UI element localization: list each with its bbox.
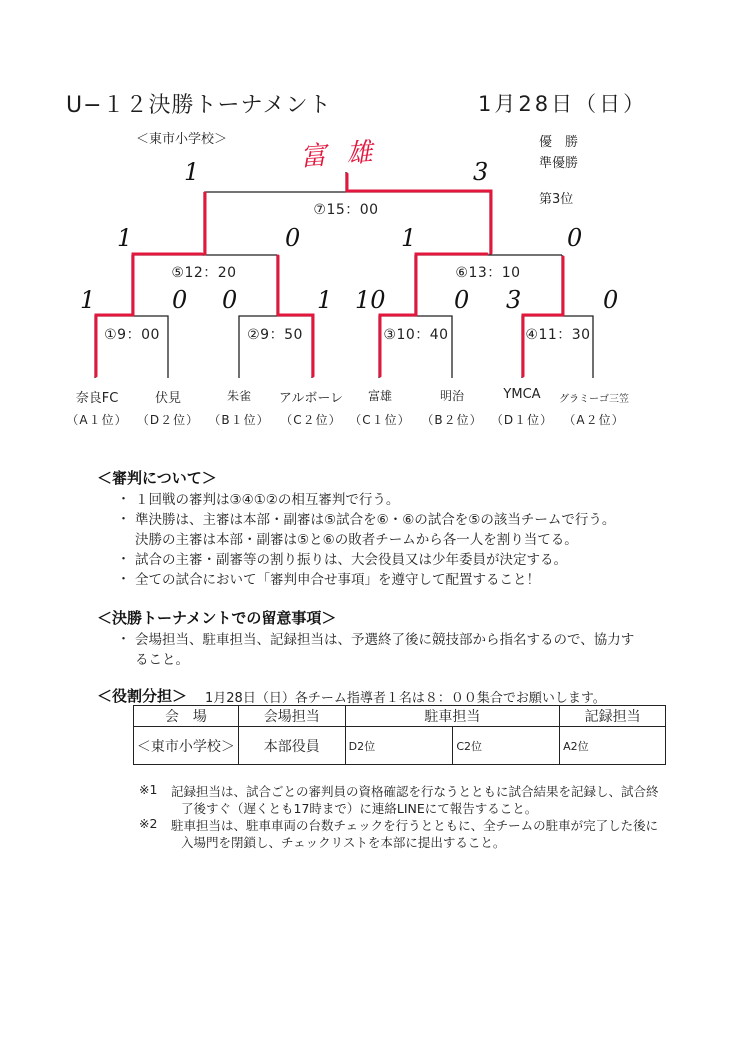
header-venue: 会 場 xyxy=(134,706,239,727)
winner-label: 優 勝 xyxy=(539,135,579,150)
team-seed: （C１位） xyxy=(349,413,411,427)
match4-label: ④11：30 xyxy=(525,327,591,343)
roles-heading: ＜役割分担＞ xyxy=(97,687,188,705)
team-seed: （A２位） xyxy=(563,413,625,427)
semi5-score-right: 0 xyxy=(285,224,301,252)
match3-score-left: 10 xyxy=(355,286,386,314)
team-name: グラミーゴ三笠 xyxy=(559,394,629,405)
page-title: U−１２決勝トーナメント xyxy=(66,93,332,118)
footnote-text: 入場門を閉鎖し、チェックリストを本部に提出すること。 xyxy=(181,835,506,850)
team-seed: （D２位） xyxy=(136,413,200,427)
match1-score-right: 0 xyxy=(172,286,188,314)
footnote-text: 了後すぐ（遅くとも17時まで）に連絡LINEにて報告すること。 xyxy=(181,801,538,816)
match1-label: ①9：00 xyxy=(104,327,160,343)
team-seed: （D１位） xyxy=(490,413,554,427)
tournament-notes-heading: ＜決勝トーナメントでの留意事項＞ xyxy=(97,609,337,627)
final-score-left: 1 xyxy=(184,158,200,186)
team-name: 奈良FC xyxy=(75,391,119,406)
cell-parking-2: C2位 xyxy=(453,727,560,765)
match4-score-left: 3 xyxy=(506,286,522,314)
event-date: 1月28日（日） xyxy=(478,92,648,116)
semi6-score-left: 1 xyxy=(401,224,417,252)
team-seed: （C２位） xyxy=(280,413,342,427)
semi6-match-label: ⑥13：10 xyxy=(455,265,521,281)
semi5-match-label: ⑤12：20 xyxy=(171,265,237,281)
team-name: 伏見 xyxy=(154,391,182,406)
team-seed: （A１位） xyxy=(66,413,128,427)
team-seed: （B２位） xyxy=(421,413,483,427)
cell-venue-staff: 本部役員 xyxy=(238,727,345,765)
match2-label: ②9：50 xyxy=(247,327,303,343)
referee-item: 準決勝は、主審は本部・副審は⑤試合を⑥・⑥の試合を⑤の該当チームで行う。 xyxy=(135,512,616,528)
tournament-bracket xyxy=(0,0,745,450)
roles-table xyxy=(133,705,666,765)
match2-score-right: 1 xyxy=(317,286,333,314)
team-name: 朱雀 xyxy=(226,389,252,403)
bullet: ・ xyxy=(117,632,131,647)
roles-subtext: 1月28日（日）各チーム指導者１名は８：００集合でお願いします。 xyxy=(205,691,606,706)
venue-label: ＜東市小学校＞ xyxy=(136,132,228,147)
referee-item: 全ての試合において「審判申合せ事項」を遵守して配置すること！ xyxy=(135,572,540,588)
semi6-score-right: 0 xyxy=(567,224,583,252)
bullet: ・ xyxy=(117,572,131,587)
table-row xyxy=(134,727,666,765)
header-venue-staff: 会場担当 xyxy=(238,706,345,727)
referee-heading: ＜審判について＞ xyxy=(97,469,217,487)
match4-score-right: 0 xyxy=(603,286,619,314)
footnote-mark: ※1 xyxy=(139,782,158,797)
header-record: 記録担当 xyxy=(560,706,666,727)
match2-score-left: 0 xyxy=(222,286,238,314)
final-score-right: 3 xyxy=(473,158,489,186)
team-name: YMCA xyxy=(503,387,541,402)
referee-item: 決勝の主審は本部・副審は⑤と⑥の敗者チームから各一人を割り当てる。 xyxy=(135,532,578,548)
team-seed: （B１位） xyxy=(208,413,270,427)
referee-item: 試合の主審・副審等の割り振りは、大会役員又は少年委員が決定する。 xyxy=(135,552,567,568)
team-name: 富雄 xyxy=(367,389,393,403)
match3-label: ③10：40 xyxy=(383,327,449,343)
cell-venue: ＜東市小学校＞ xyxy=(134,727,239,765)
bullet: ・ xyxy=(117,492,131,507)
champion-handwritten: 富 雄 xyxy=(299,137,380,173)
table-header-row xyxy=(134,706,666,727)
tournament-note: ること。 xyxy=(135,652,189,668)
match3-score-right: 0 xyxy=(454,286,470,314)
team-name: アルボーレ xyxy=(278,391,344,406)
referee-item: １回戦の審判は③④①②の相互審判で行う。 xyxy=(135,492,400,508)
bullet: ・ xyxy=(117,512,131,527)
bullet: ・ xyxy=(117,552,131,567)
footnote-text: 駐車担当は、駐車車両の台数チェックを行うとともに、全チームの駐車が完了した後に xyxy=(171,818,659,833)
final-match-label: ⑦15：00 xyxy=(313,202,379,218)
tournament-note: 会場担当、駐車担当、記録担当は、予選終了後に競技部から指名するので、協力す xyxy=(135,632,635,648)
footnote-mark: ※2 xyxy=(139,816,158,831)
semi5-score-left: 1 xyxy=(117,224,133,252)
runner-up-label: 準優勝 xyxy=(539,156,579,171)
header-parking: 駐車担当 xyxy=(345,706,560,727)
cell-parking-1: D2位 xyxy=(345,727,453,765)
cell-record: A2位 xyxy=(560,727,666,765)
match1-score-left: 1 xyxy=(80,286,96,314)
footnote-text: 記録担当は、試合ごとの審判員の資格確認を行なうとともに試合結果を記録し、試合終 xyxy=(171,784,659,799)
third-place-label: 第3位 xyxy=(539,192,574,207)
team-name: 明治 xyxy=(439,389,465,403)
